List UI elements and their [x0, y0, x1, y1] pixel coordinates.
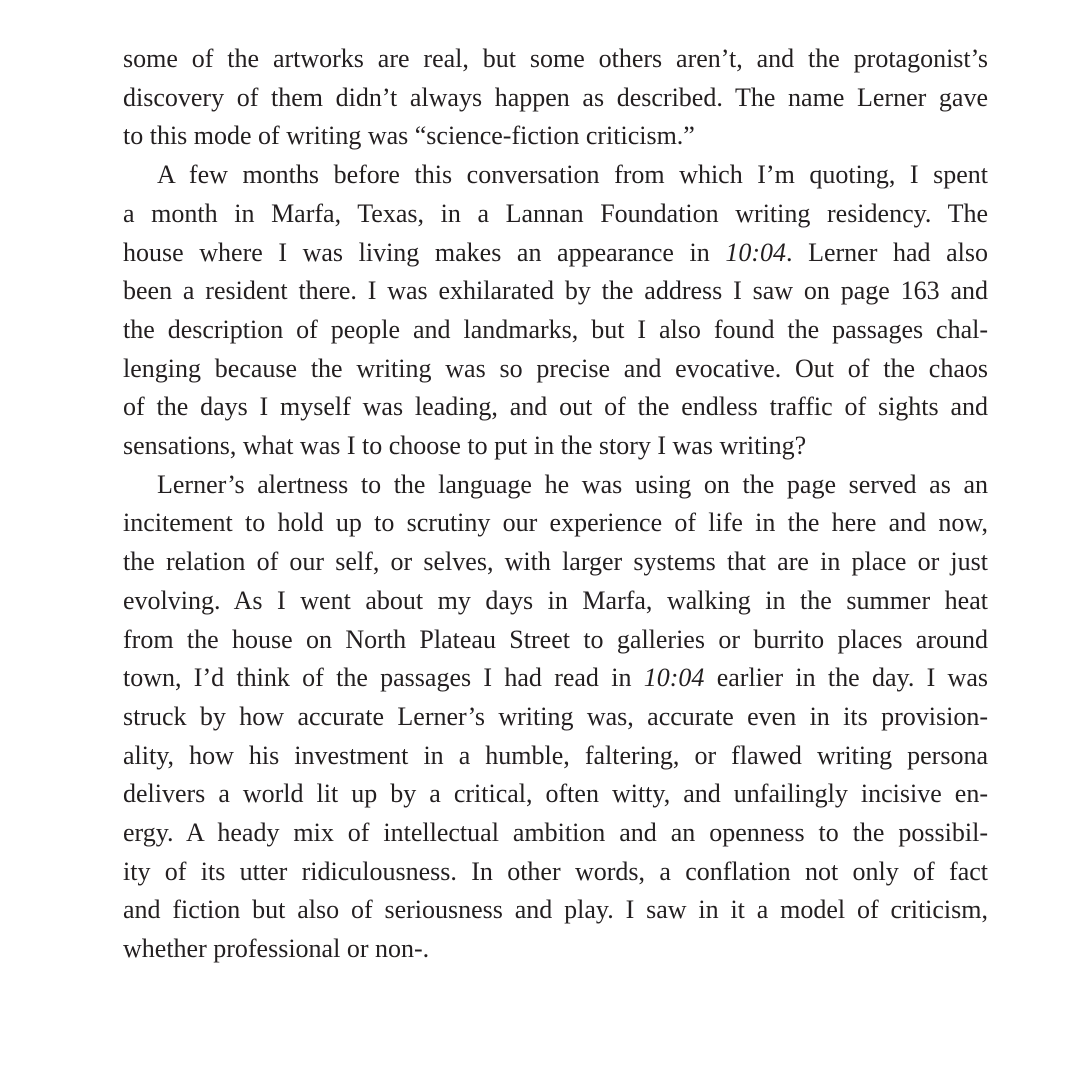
- italic-title: 10:04: [725, 237, 787, 267]
- text-line: the description of people and landmarks, but I also found the passages chal-: [123, 314, 988, 344]
- text-line: delivers a world lit up by a critical, often witty, and unfailingly incisive en-: [123, 779, 988, 809]
- text-line: struck by how accurate Lerner’s writing was, accurate even in its provision-: [123, 701, 988, 731]
- text-line: ergy. A heady mix of intellectual ambition and an openness to the possibil-: [123, 818, 988, 848]
- text-line: Lerner’s alertness to the language he was using on the page served as an: [157, 469, 988, 499]
- text-line: sensations, what was I to choose to put in the story I was writing?: [123, 431, 807, 461]
- book-page-text: [123, 40, 988, 969]
- text-line: of the days I myself was leading, and out of the endless traffic of sights and: [123, 392, 988, 422]
- text-line: some of the artworks are real, but some others aren’t, and the protagonist’s: [123, 44, 988, 73]
- text-line: been a resident there. I was exhilarated by the address I saw on page 163 and: [123, 276, 988, 306]
- text-line: lenging because the writing was so precise and evocative. Out of the chaos: [123, 353, 988, 383]
- text-line: house where I was living makes an appearance in 10:04. Lerner had also: [123, 237, 988, 267]
- text-line: A few months before this conversation from which I’m quoting, I spent: [157, 160, 988, 190]
- text-line: a month in Marfa, Texas, in a Lannan Foundation writing residency. The: [123, 198, 988, 228]
- text-line: discovery of them didn’t always happen as described. The name Lerner gave: [123, 82, 988, 112]
- text-line: town, I’d think of the passages I had read in 10:04 earlier in the day. I was: [123, 663, 988, 693]
- text-line: the relation of our self, or selves, with larger systems that are in place or just: [123, 547, 988, 577]
- text-line: ity of its utter ridiculousness. In other words, a conflation not only of fact: [123, 856, 988, 886]
- paragraph: [123, 40, 988, 156]
- text-line: incitement to hold up to scrutiny our experience of life in the here and now,: [123, 508, 988, 538]
- text-line: evolving. As I went about my days in Marfa, walking in the summer heat: [123, 585, 988, 615]
- text-line: ality, how his investment in a humble, faltering, or flawed writing persona: [123, 740, 988, 770]
- text-line: and fiction but also of seriousness and play. I saw in it a model of criticism,: [123, 895, 988, 925]
- paragraph: [123, 156, 988, 466]
- italic-title: 10:04: [643, 663, 705, 693]
- paragraph: [123, 466, 988, 969]
- text-line: from the house on North Plateau Street to galleries or burrito places around: [123, 624, 988, 654]
- text-line: whether professional or non-.: [123, 934, 430, 964]
- text-line: to this mode of writing was “science-fiction criticism.”: [123, 121, 695, 151]
